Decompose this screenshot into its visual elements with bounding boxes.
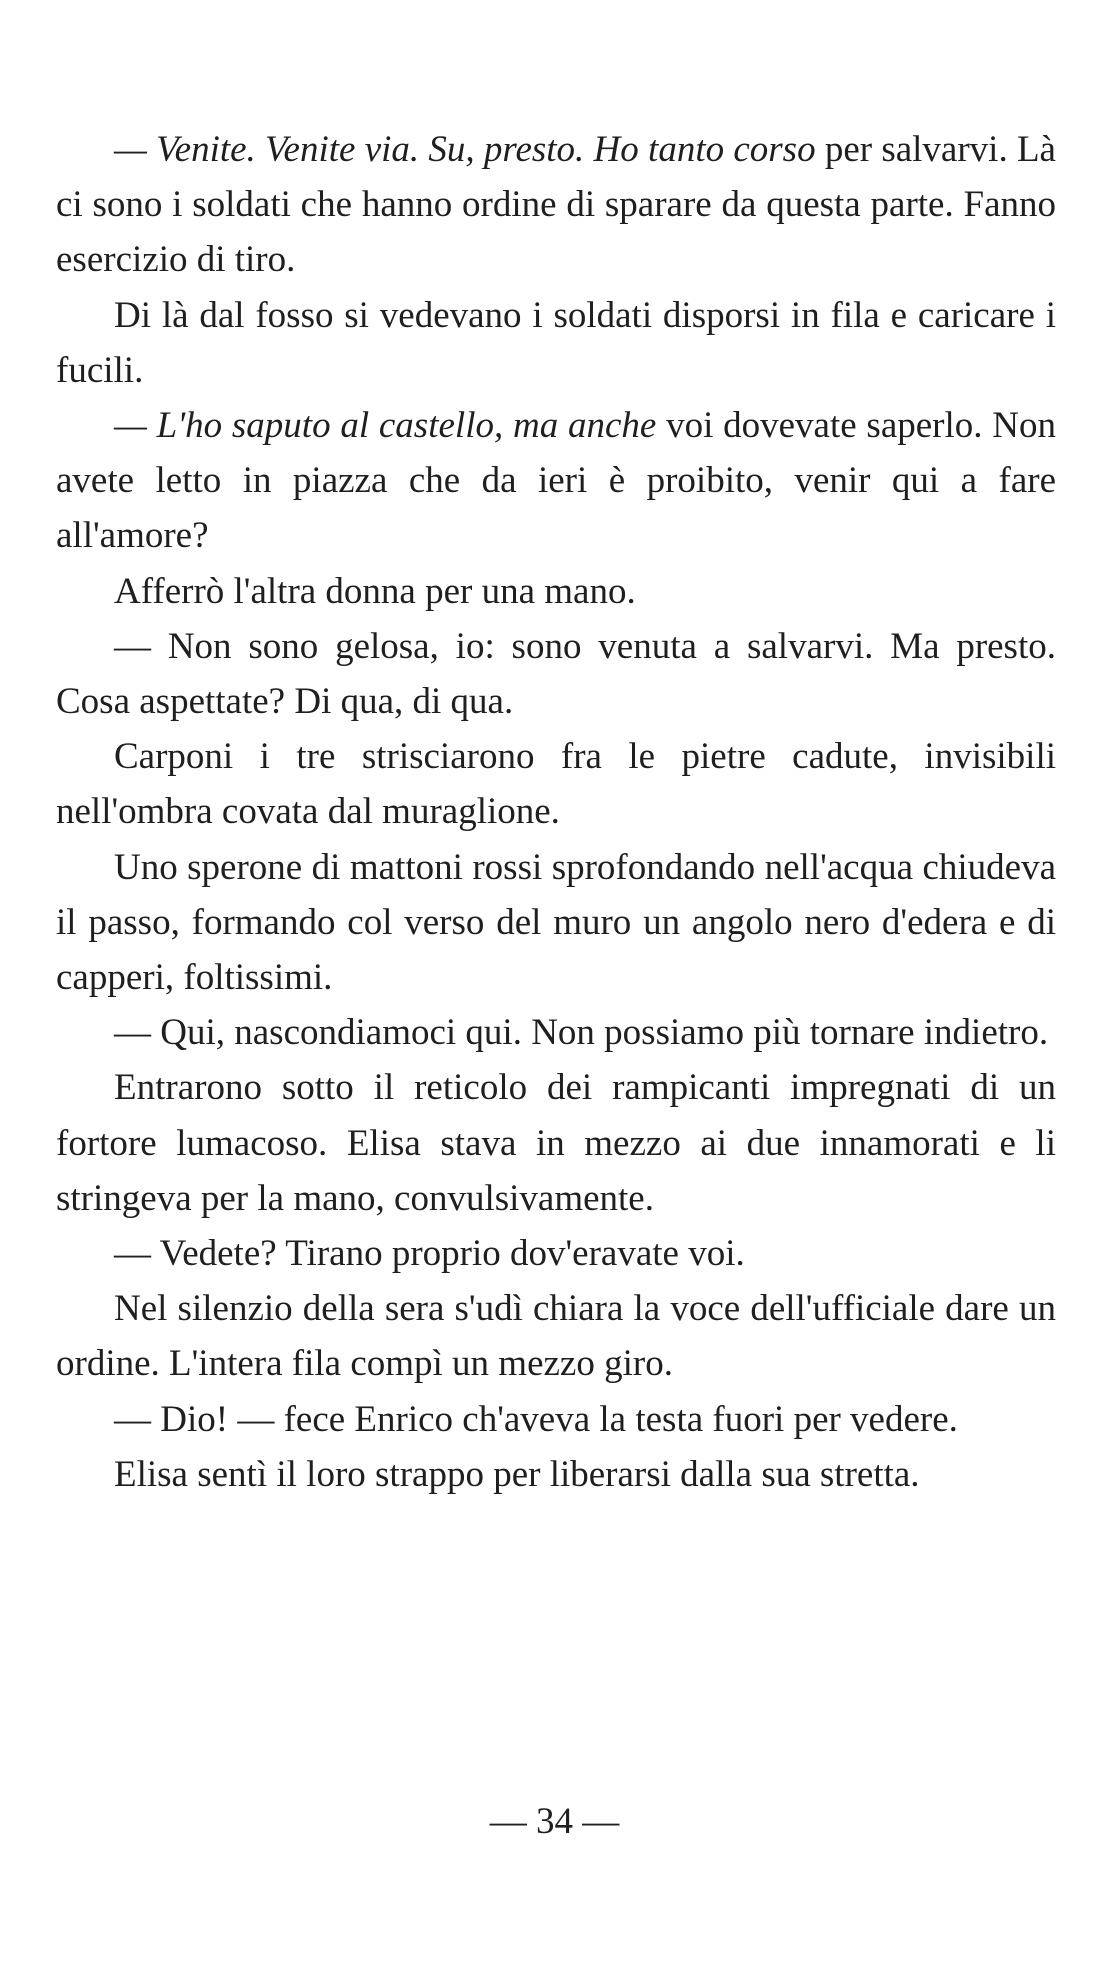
body-text	[56, 122, 1056, 1502]
paragraph-11	[56, 1281, 1056, 1391]
paragraph-10	[56, 1226, 1056, 1281]
paragraph-1	[56, 122, 1056, 288]
italic-run: — L'ho saputo al castello, ma anche	[114, 405, 657, 447]
page-number: — 34 —	[489, 1801, 620, 1842]
text-run: Afferrò l'altra donna per una mano.	[114, 570, 636, 612]
text-run: per salvarvi. Là ci sono i soldati che hanno ordine di sparare da questa parte. Fanno esercizio di tiro.	[56, 129, 1056, 281]
paragraph-9	[56, 1060, 1056, 1226]
text-run: Di là dal fosso si vedevano i soldati disporsi in fila e caricare i fucili.	[56, 294, 1056, 391]
text-run: Elisa sentì il loro strappo per liberarsi dalla sua stretta.	[114, 1453, 920, 1495]
paragraph-13	[56, 1447, 1056, 1502]
paragraph-2	[56, 288, 1056, 398]
paragraph-4	[56, 564, 1056, 619]
text-run: Entrarono sotto il reticolo dei rampicanti impregnati di un fortore lumacoso. Elisa stava in mezzo ai due innamorati e li stringeva per la mano, convulsivamente.	[56, 1067, 1056, 1219]
paragraph-6	[56, 729, 1056, 839]
paragraph-7	[56, 840, 1056, 1006]
italic-run: — Venite. Venite via. Su, presto. Ho tanto corso	[114, 129, 816, 170]
text-run: — Qui, nascondiamoci qui. Non possiamo più tornare indietro.	[114, 1012, 1049, 1054]
text-run: Nel silenzio della sera s'udì chiara la voce dell'ufficiale dare un ordine. L'intera fila compì un mezzo giro.	[56, 1288, 1056, 1385]
paragraph-12	[56, 1392, 1056, 1447]
text-run: — Dio! — fece Enrico ch'aveva la testa fuori per vedere.	[114, 1398, 958, 1440]
paragraph-3	[56, 398, 1056, 564]
text-run: — Non sono gelosa, io: sono venuta a salvarvi. Ma presto. Cosa aspettate? Di qua, di qua.	[56, 625, 1056, 723]
text-run: Uno sperone di mattoni rossi sprofondando nell'acqua chiudeva il passo, formando col verso del muro un angolo nero d'edera e di capperi, foltissimi.	[56, 846, 1056, 999]
text-run: Carponi i tre strisciarono fra le pietre cadute, invisibili nell'ombra covata dal muraglione.	[56, 736, 1056, 833]
text-run: — Vedete? Tirano proprio dov'eravate voi.	[114, 1233, 745, 1275]
paragraph-5	[56, 619, 1056, 729]
paragraph-8	[56, 1005, 1056, 1060]
text-run: voi dovevate saperlo. Non avete letto in piazza che da ieri è proibito, venir qui a fare all'amore?	[56, 405, 1056, 557]
